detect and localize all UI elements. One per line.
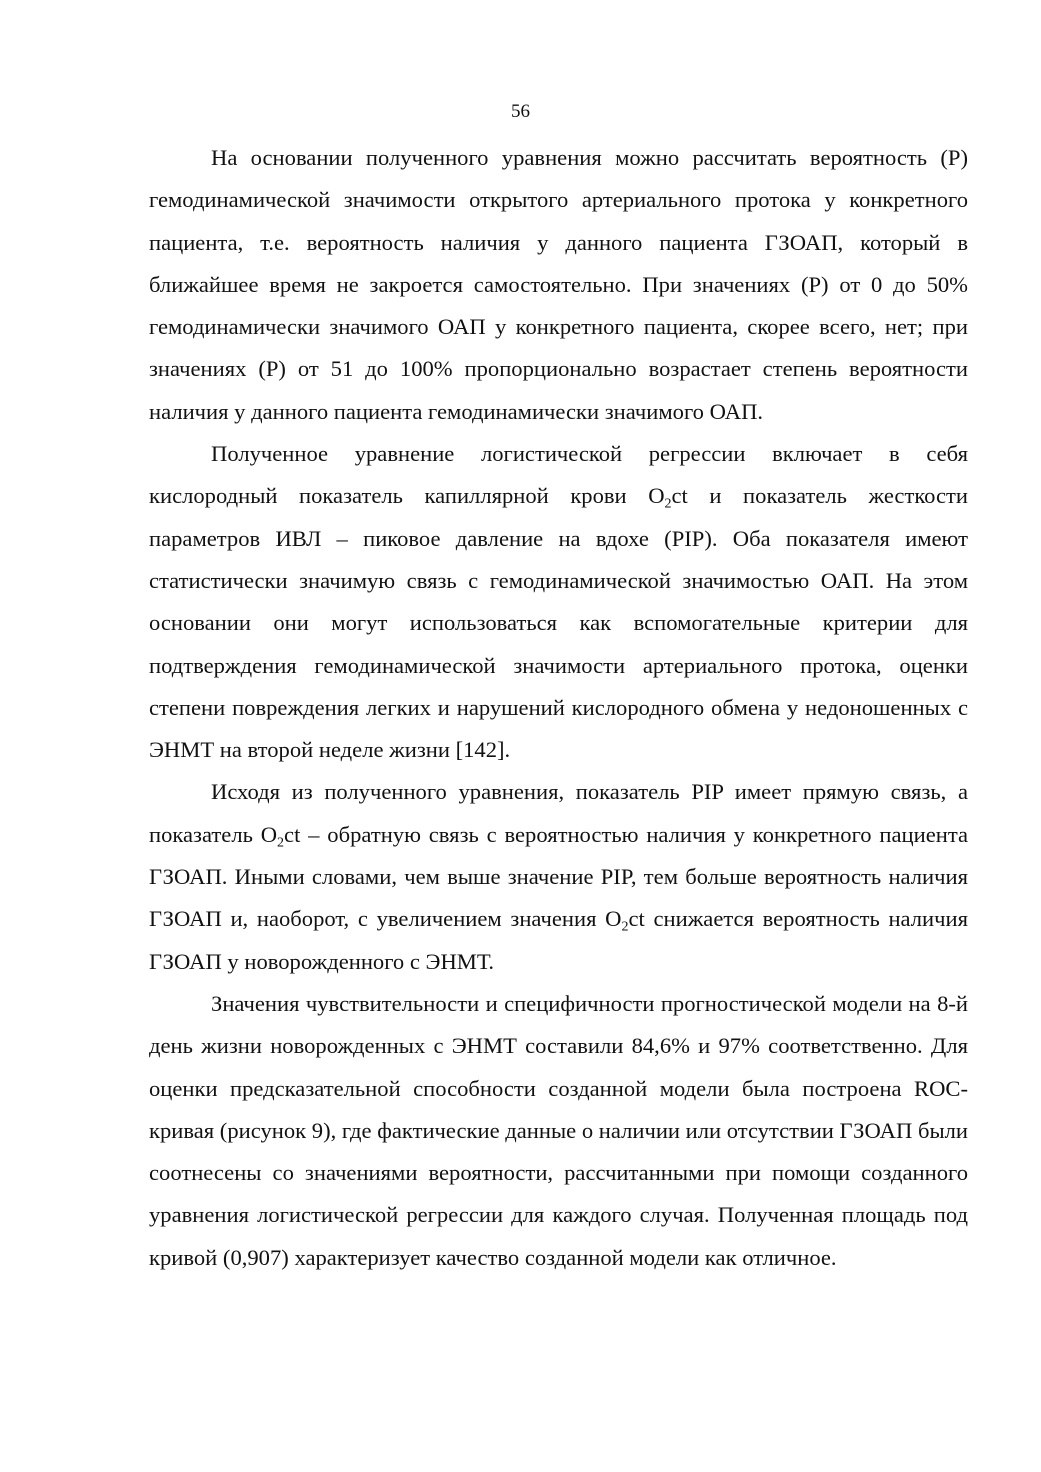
page-number: 56 <box>511 101 530 122</box>
subscript-2: 2 <box>664 496 672 512</box>
paragraph-text: ct и показатель жесткости параметров ИВЛ – пиковое давление на вдохе (PIP). Оба показателя имеют статистически значимую связь с гемодинамической значимостью ОАП. На этом основании они могут использоваться как вспомогательные критерии для подтверждения гемодинамической значимости артериального протока, оценки степени повреждения легких и нарушений кислородного обмена у недоношенных с ЭНМТ на второй неделе жизни [142]. <box>149 483 968 763</box>
paragraph-regression-components <box>149 433 968 771</box>
paragraph-text: ct снижается вероятность наличия ГЗОАП у новорожденного с ЭНМТ. <box>149 906 968 974</box>
subscript-2: 2 <box>621 919 629 935</box>
page-body <box>149 137 968 1279</box>
paragraph-probability-interpretation <box>149 137 968 433</box>
paragraph-text: Исходя из полученного уравнения, показатель PIP имеет прямую связь, а показатель O <box>149 779 968 847</box>
paragraph-text: Полученное уравнение логистической регрессии включает в себя кислородный показатель капиллярной крови O <box>149 441 968 509</box>
paragraph-model-performance <box>149 983 968 1279</box>
paragraph-text: На основании полученного уравнения можно рассчитать вероятность (Р) гемодинамической значимости открытого артериального протока у конкретного пациента, т.е. вероятность наличия у данного пациента ГЗОАП, который в ближайшее время не закроется самостоятельно. При значениях (Р) от 0 до 50% гемодинамически значимого ОАП у конкретного пациента, скорее всего, нет; при значениях (Р) от 51 до 100% пропорционально возрастает степень вероятности наличия у данного пациента гемодинамически значимого ОАП. <box>149 145 968 424</box>
subscript-2: 2 <box>277 835 285 851</box>
paragraph-relationship-direction <box>149 771 968 982</box>
paragraph-text: ct – обратную связь с вероятностью наличия у конкретного пациента ГЗОАП. Иными словами, чем выше значение PIP, тем больше вероятность наличия ГЗОАП и, наоборот, с увеличением значения O <box>149 821 968 932</box>
paragraph-text: Значения чувствительности и специфичности прогностической модели на 8-й день жизни новорожденных с ЭНМТ составили 84,6% и 97% соответственно. Для оценки предсказательной способности созданной модели была построена ROC-кривая (рисунок 9), где фактические данные о наличии или отсутствии ГЗОАП были соотнесены со значениями вероятности, рассчитанными при помощи созданного уравнения логистической регрессии для каждого случая. Полученная площадь под кривой (0,907) характеризует качество созданной модели как отличное. <box>149 990 968 1270</box>
